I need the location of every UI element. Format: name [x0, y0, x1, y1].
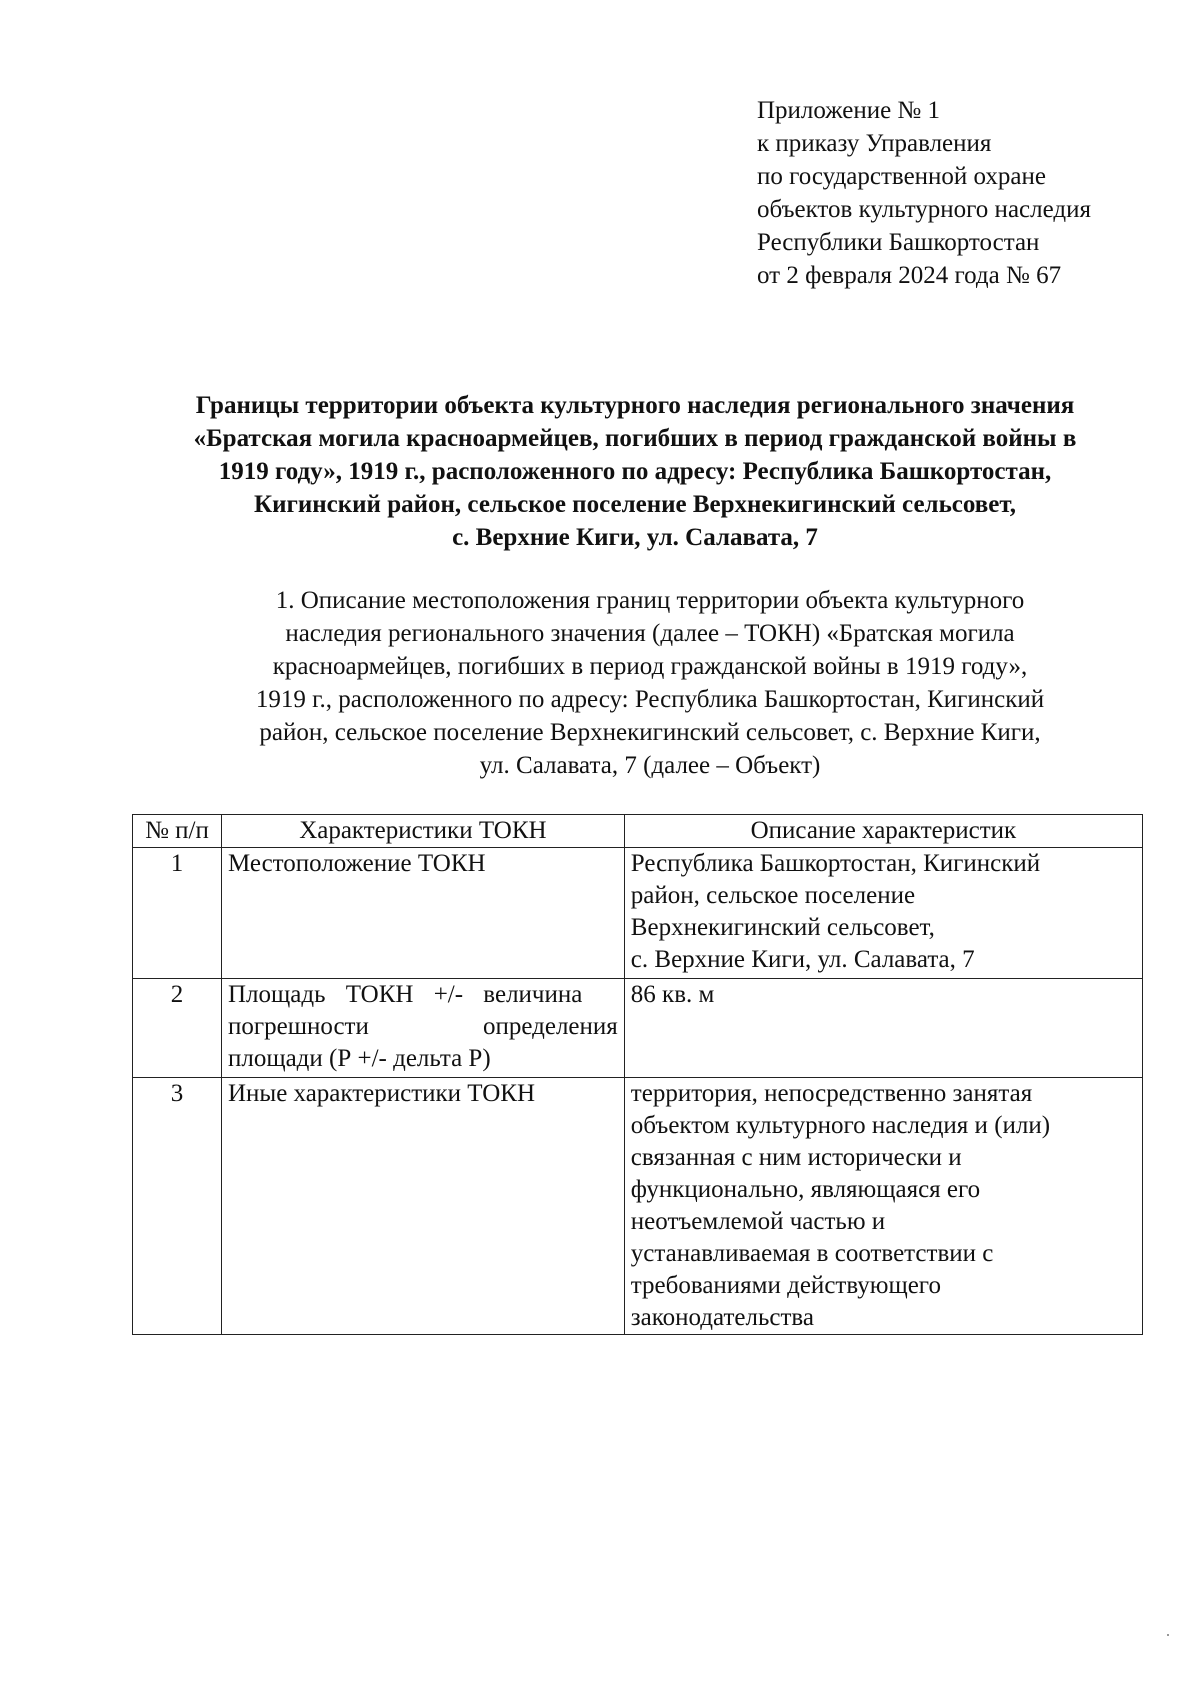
cell-line: законодательства: [630, 1304, 814, 1331]
table-header-row: [133, 815, 1143, 848]
cell-line: с. Верхние Киги, ул. Салавата, 7: [630, 946, 975, 973]
document-title: [120, 389, 1150, 554]
cell-line: требованиями действующего: [630, 1272, 941, 1299]
row-description: [624, 848, 1142, 979]
appendix-line: Приложение № 1: [757, 97, 941, 124]
cell-line: связанная с ним исторически и: [630, 1144, 962, 1171]
appendix-line: по государственной охране: [757, 163, 1047, 190]
appendix-line: от 2 февраля 2024 года № 67: [757, 262, 1062, 289]
row-characteristic: [221, 848, 624, 979]
table-row: [133, 979, 1143, 1078]
title-line: Кигинский район, сельское поселение Верхнекигинский сельсовет,: [253, 491, 1017, 518]
header-description: Описание характеристик: [624, 815, 1142, 848]
appendix-line: Республики Башкортостан: [757, 229, 1040, 256]
row-description: [624, 1078, 1142, 1335]
title-line: Границы территории объекта культурного наследия регионального значения: [195, 392, 1075, 419]
section-line: наследия регионального значения (далее – ТОКН) «Братская могила: [285, 620, 1015, 647]
header-characteristics: Характеристики ТОКН: [221, 815, 624, 848]
row-number: 1: [133, 848, 222, 979]
appendix-line: к приказу Управления: [757, 130, 992, 157]
scan-speck: [1167, 1634, 1169, 1636]
title-line: «Братская могила красноармейцев, погибших в период гражданской войны в: [193, 425, 1077, 452]
header-number: № п/п: [133, 815, 222, 848]
cell-line: Верхнекигинский сельсовет,: [630, 914, 935, 941]
cell-line: Иные характеристики ТОКН: [227, 1080, 536, 1107]
section-line: 1919 г., расположенного по адресу: Республика Башкортостан, Кигинский: [255, 686, 1045, 713]
row-number: 3: [133, 1078, 222, 1335]
cell-line: устанавливаемая в соответствии с: [630, 1240, 994, 1267]
cell-line: неотъемлемой частью и: [630, 1208, 886, 1235]
title-line: с. Верхние Киги, ул. Салавата, 7: [452, 524, 818, 551]
table-row: [133, 848, 1143, 979]
title-line: 1919 году», 1919 г., расположенного по адресу: Республика Башкортостан,: [218, 458, 1052, 485]
cell-line: район, сельское поселение: [630, 882, 916, 909]
section-line: красноармейцев, погибших в период гражданской войны в 1919 году»,: [272, 653, 1028, 680]
cell-line: территория, непосредственно занятая: [630, 1080, 1033, 1107]
appendix-header: [757, 94, 1177, 292]
row-description: [624, 979, 1142, 1078]
section-line: ул. Салавата, 7 (далее – Объект): [479, 752, 821, 779]
section-line: 1. Описание местоположения границ территории объекта культурного: [275, 587, 1025, 614]
characteristics-table: [132, 814, 1143, 1335]
cell-line: Местоположение ТОКН: [227, 850, 486, 877]
cell-line: функционально, являющаяся его: [630, 1176, 981, 1203]
cell-line: объектом культурного наследия и (или): [630, 1112, 1051, 1139]
table-row: [133, 1078, 1143, 1335]
row-characteristic: [221, 1078, 624, 1335]
section-line: район, сельское поселение Верхнекигинский сельсовет, с. Верхние Киги,: [259, 719, 1041, 746]
cell-line: [228, 1011, 618, 1043]
appendix-line: объектов культурного наследия: [757, 196, 1091, 223]
cell-line: Республика Башкортостан, Кигинский: [630, 850, 1041, 877]
cell-line: Площадь ТОКН +/- величина: [227, 981, 583, 1008]
cell-line: площади (Р +/- дельта Р): [227, 1045, 491, 1072]
cell-word: погрешности: [227, 1013, 369, 1040]
cell-line: 86 кв. м: [630, 981, 715, 1008]
cell-word: определения: [483, 1013, 618, 1040]
row-number: 2: [133, 979, 222, 1078]
row-characteristic: [221, 979, 624, 1078]
section-heading: [150, 584, 1150, 782]
